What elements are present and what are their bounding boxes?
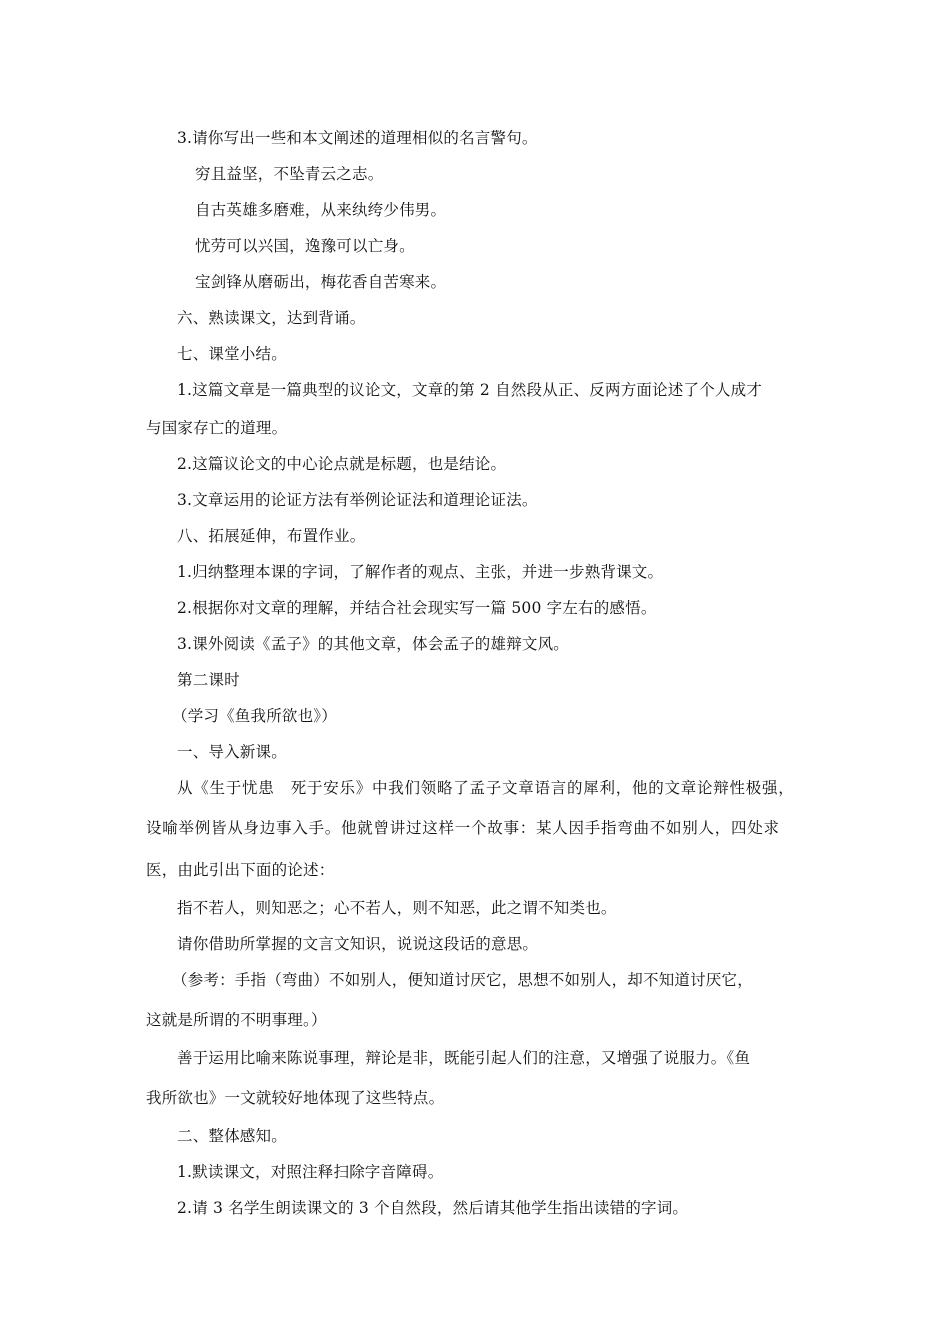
paragraph-line: 3.文章运用的论证方法有举例论证法和道理论证法。 <box>177 491 538 509</box>
paragraph-line: 医，由此引出下面的论述： <box>146 861 335 879</box>
quote-line: 自古英雄多磨难，从来纨绔少伟男。 <box>195 201 447 219</box>
paragraph-line: 1.归纳整理本课的字词，了解作者的观点、主张，并进一步熟背课文。 <box>177 563 664 581</box>
paragraph-line: 1.默读课文，对照注释扫除字音障碍。 <box>177 1163 444 1181</box>
paragraph-line: 2.根据你对文章的理解，并结合社会现实写一篇 500 字左右的感悟。 <box>177 599 657 617</box>
paragraph-line: 我所欲也》一文就较好地体现了这些特点。 <box>146 1089 445 1107</box>
section-heading: 八、拓展延伸，布置作业。 <box>177 527 366 545</box>
paragraph-line: 这就是所谓的不明事理。） <box>146 1011 327 1029</box>
paragraph-line: 从《生于忧患 死于安乐》中我们领略了孟子文章语言的犀利，他的文章论辩性极强， <box>177 779 795 797</box>
paragraph-line: 与国家存亡的道理。 <box>146 419 288 437</box>
paragraph-line: 3.课外阅读《孟子》的其他文章，体会孟子的雄辩文风。 <box>177 635 569 653</box>
paragraph-line: 2.请 3 名学生朗读课文的 3 个自然段，然后请其他学生指出读错的字词。 <box>177 1199 689 1217</box>
lesson-title: 第二课时 <box>177 671 240 689</box>
paragraph-line: 请你借助所掌握的文言文知识，说说这段话的意思。 <box>177 935 539 953</box>
section-heading: 六、熟读课文，达到背诵。 <box>177 309 366 327</box>
section-heading: 一、导入新课。 <box>177 743 287 761</box>
paragraph-line: 设喻举例皆从身边事入手。他就曾讲过这样一个故事：某人因手指弯曲不如别人，四处求 <box>146 819 780 837</box>
quote-line: 指不若人，则知恶之；心不若人，则不知恶，此之谓不知类也。 <box>177 899 617 917</box>
paragraph-line: （参考：手指（弯曲）不如别人，便知道讨厌它，思想不如别人，却不知道讨厌它， <box>172 971 753 989</box>
paragraph-line: 1.这篇文章是一篇典型的议论文，文章的第 2 自然段从正、反两方面论述了个人成才 <box>177 381 763 399</box>
paragraph-line: 2.这篇议论文的中心论点就是标题，也是结论。 <box>177 455 507 473</box>
quote-line: 宝剑锋从磨砺出，梅花香自苦寒来。 <box>195 273 447 291</box>
section-heading: 七、课堂小结。 <box>177 345 287 363</box>
paragraph-line: 3.请你写出一些和本文阐述的道理相似的名言警句。 <box>177 129 538 147</box>
section-heading: 二、整体感知。 <box>177 1127 287 1145</box>
paragraph-line: 善于运用比喻来陈说事理，辩论是非，既能引起人们的注意，又增强了说服力。《鱼 <box>177 1049 751 1067</box>
quote-line: 穷且益坚，不坠青云之志。 <box>195 165 384 183</box>
quote-line: 忧劳可以兴国，逸豫可以亡身。 <box>195 237 415 255</box>
lesson-subtitle: （学习《鱼我所欲也》） <box>172 707 337 725</box>
